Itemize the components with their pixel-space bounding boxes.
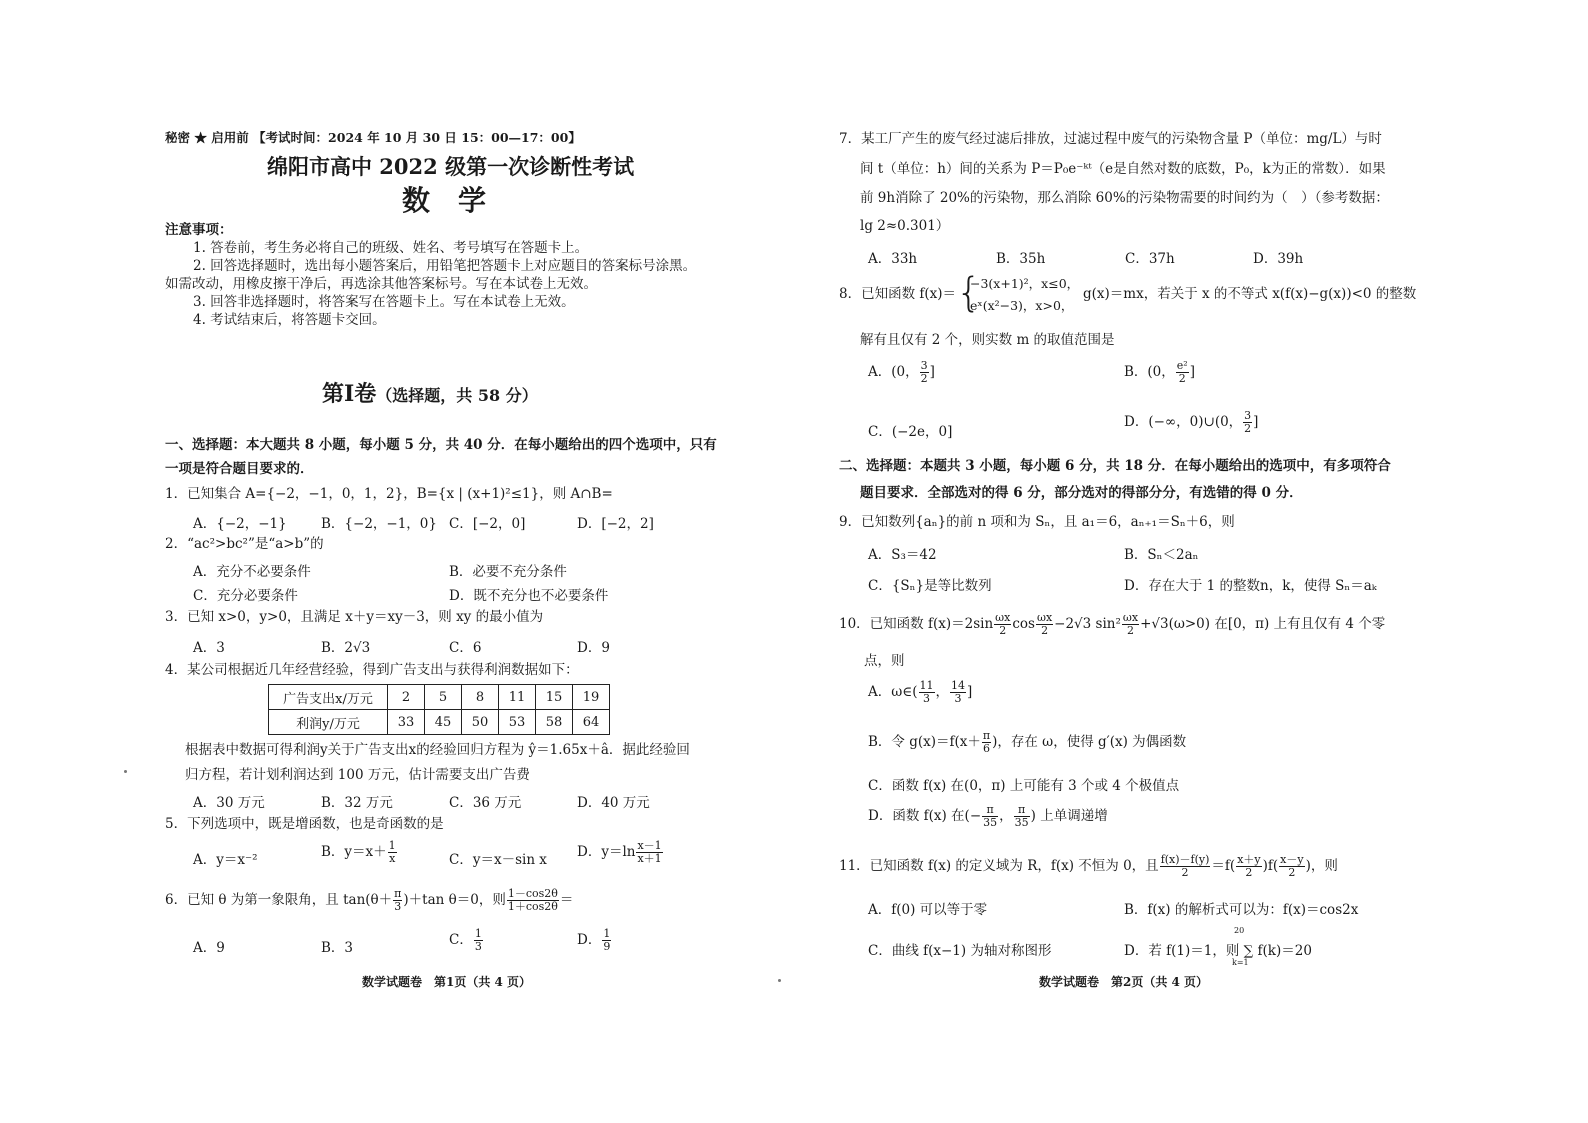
q7-option-d: D．39h	[1253, 251, 1304, 267]
section-1-instruction: 一项是符合题目要求的．	[165, 461, 314, 477]
fraction	[388, 840, 397, 865]
denominator: 3	[394, 900, 402, 913]
subject-title: 数 学	[402, 184, 487, 217]
piecewise-case: −3(x+1)²，x≤0，	[970, 276, 1080, 291]
question-2-stem: 2．“ac²>bc²”是“a>b”的	[165, 536, 324, 552]
scan-dot	[124, 770, 127, 773]
q10-option-d	[868, 804, 1108, 829]
fraction	[393, 888, 402, 913]
q6-text: 6．已知 θ 为第一象限角，且 tan(θ＋	[165, 892, 393, 908]
q10-option-d-text: ，	[999, 808, 1013, 824]
fraction	[1243, 410, 1252, 435]
question-4-text: 归方程，若计划利润达到 100 万元，估计需要支出广告费	[185, 767, 530, 783]
notice-item: 1. 答卷前，考生务必将自己的班级、姓名、考号填写在答题卡上。	[193, 240, 589, 256]
q1-option-a: A．{−2，−1}	[193, 516, 287, 532]
fraction	[1176, 360, 1189, 385]
exam-page-2	[794, 0, 1588, 1123]
question-11-stem	[839, 850, 1338, 882]
q10-option-b-text: B．令 g(x)＝f(x＋	[868, 734, 981, 750]
question-3-stem: 3．已知 x>0，y>0，且满足 x＋y＝xy－3，则 xy 的最小值为	[165, 609, 544, 625]
q10-option-a	[868, 680, 972, 705]
fraction	[636, 840, 662, 865]
numerator: x＋y	[1237, 853, 1261, 866]
q6-option-d-text: D．	[577, 932, 602, 948]
table-cell: 53	[499, 710, 536, 735]
fraction	[602, 928, 611, 953]
table-cell: 45	[425, 710, 462, 735]
numerator: π	[982, 804, 998, 817]
fraction	[1036, 612, 1053, 637]
question-7-line: 7．某工厂产生的废气经过滤后排放，过滤过程中废气的污染物含量 P（单位：mg/L）与时	[839, 131, 1382, 147]
part-title: 第Ⅰ卷	[322, 381, 377, 407]
q6-option-c	[449, 928, 484, 953]
question-9-stem: 9．已知数列{aₙ}的前 n 项和为 Sₙ，且 a₁＝6，aₙ₊₁＝Sₙ＋6，则	[839, 514, 1235, 530]
denominator: 35	[983, 816, 998, 829]
table-row	[269, 710, 610, 735]
q4-option-c: C．36 万元	[449, 795, 522, 811]
page-footer: 数学试题卷 第2页（共 4 页）	[1039, 975, 1209, 989]
numerator: 3	[1244, 409, 1252, 422]
q10-text: +√3(ω>0) 在[0，π) 上有且仅有 4 个零	[1140, 616, 1386, 632]
denominator: x＋1	[637, 852, 662, 865]
denominator: 9	[603, 940, 611, 953]
q3-option-d: D．9	[577, 640, 610, 656]
q3-option-c: C．6	[449, 640, 482, 656]
denominator: 2	[1288, 866, 1296, 879]
fraction	[1122, 612, 1139, 637]
question-6-stem	[165, 884, 573, 916]
denominator: 3	[474, 940, 482, 953]
denominator: 2	[1245, 866, 1253, 879]
q2-option-a: A．充分不必要条件	[193, 564, 311, 580]
q5-option-a: A．y＝x⁻²	[193, 852, 258, 868]
q6-text: )＋tan θ＝0，则	[403, 892, 506, 908]
notice-title: 注意事项：	[165, 222, 233, 238]
q1-option-d: D．[−2，2]	[577, 516, 654, 532]
numerator: 14	[951, 679, 966, 692]
q10-text: cos	[1012, 616, 1035, 632]
q5-option-b-text: B．y＝x＋	[321, 844, 387, 860]
question-4-text: 根据表中数据可得利润y关于广告支出x的经验回归方程为 ŷ＝1.65x＋â．据此经验回	[185, 742, 690, 758]
table-cell: 11	[499, 685, 536, 710]
q10-text: −2√3 sin²	[1054, 616, 1121, 632]
notice-item: 4. 考试结束后，将答题卡交回。	[193, 312, 386, 328]
page-footer: 数学试题卷 第1页（共 4 页）	[362, 975, 532, 989]
table-cell: 2	[388, 685, 425, 710]
q4-option-a: A．30 万元	[193, 795, 265, 811]
fraction	[950, 680, 966, 705]
q1-option-b: B．{−2，−1，0}	[321, 516, 437, 532]
numerator: 1	[474, 927, 482, 940]
fraction	[507, 888, 559, 913]
denominator: 2	[1244, 422, 1252, 435]
fraction	[1014, 804, 1030, 829]
numerator: e²	[1176, 359, 1188, 372]
question-10-stem: 点，则	[864, 653, 905, 669]
denominator: 1＋cos2θ	[507, 900, 558, 913]
table-row-header: 广告支出x/万元	[269, 685, 388, 710]
table-cell: 19	[573, 685, 610, 710]
question-7-line: 间 t（单位：h）间的关系为 P＝P₀e⁻ᵏᵗ（e是自然对数的底数，P₀，k为正的常数）．如果	[860, 161, 1386, 177]
numerator: ωx	[995, 611, 1011, 624]
section-2-instruction: 题目要求．全部选对的得 6 分，部分选对的得部分分，有选错的得 0 分．	[860, 485, 1303, 501]
denominator: 2	[1041, 624, 1049, 637]
table-cell: 5	[425, 685, 462, 710]
fraction	[982, 730, 991, 755]
denominator: 2	[1127, 624, 1134, 637]
q10-option-a-text: A．ω∈(	[868, 684, 918, 700]
numerator: π	[394, 887, 402, 900]
data-table	[268, 684, 610, 735]
q7-option-a: A．33h	[868, 251, 918, 267]
numerator: π	[982, 729, 991, 742]
table-row-header: 利润y/万元	[269, 710, 388, 735]
piecewise-case: eˣ(x²−3)，x>0，	[970, 298, 1074, 313]
q6-option-d	[577, 928, 612, 953]
exam-title: 绵阳市高中 2022 级第一次诊断性考试	[267, 154, 635, 179]
table-cell: 58	[536, 710, 573, 735]
fraction	[994, 612, 1011, 637]
denominator: 2	[920, 372, 928, 385]
q11-text: )，则	[1305, 858, 1338, 874]
question-8-stem: g(x)＝mx，若关于 x 的不等式 x(f(x)−g(x))<0 的整数	[1083, 286, 1417, 302]
denominator: 2	[1178, 372, 1186, 385]
brace-symbol: {	[956, 270, 982, 316]
q10-option-c: C．函数 f(x) 在(0，π) 上可能有 3 个或 4 个极值点	[868, 778, 1180, 794]
part-heading	[322, 380, 538, 411]
denominator: 2	[1181, 866, 1189, 879]
fraction	[982, 804, 998, 829]
question-4-stem: 4．某公司根据近几年经营经验，得到广告支出与获得利润数据如下：	[165, 662, 579, 678]
q9-option-d: D．存在大于 1 的整数n，k，使得 Sₙ＝aₖ	[1124, 578, 1377, 594]
q8-option-d-text: D．(−∞，0)∪(0，	[1124, 414, 1243, 430]
notice-item: 如需改动，用橡皮擦干净后，再选涂其他答案标号。写在本试卷上无效。	[165, 276, 597, 292]
notice-item: 3. 回答非选择题时，将答案写在答题卡上。写在本试卷上无效。	[193, 294, 575, 310]
denominator: 2	[999, 624, 1007, 637]
confidential-header: 秘密 ★ 启用前 【考试时间：2024 年 10 月 30 日 15：00—17：00】	[165, 130, 581, 145]
question-1-stem: 1．已知集合 A={−2，−1，0，1，2}，B={x | (x+1)²≤1}，则 A∩B=	[165, 486, 613, 502]
q11-option-d: D．若 f(1)＝1，则 ∑ f(k)＝20	[1124, 943, 1312, 959]
q5-option-d	[577, 840, 664, 865]
q6-option-b: B．3	[321, 940, 354, 956]
q11-text: )f(	[1262, 858, 1279, 874]
q11-text: 11．已知函数 f(x) 的定义域为 R，f(x) 不恒为 0，且	[839, 858, 1159, 874]
numerator: ωx	[1036, 611, 1053, 624]
denominator: 35	[1014, 816, 1029, 829]
q8-option-b-text: B．(0，	[1124, 364, 1175, 380]
q10-option-b-text: )，存在 ω，使得 g′(x) 为偶函数	[992, 734, 1187, 750]
numerator: ωx	[1122, 611, 1139, 624]
numerator: 11	[919, 679, 934, 692]
q11-option-c: C．曲线 f(x−1) 为轴对称图形	[868, 943, 1052, 959]
numerator: x－1	[637, 839, 662, 852]
q9-option-c: C．{Sₙ}是等比数列	[868, 578, 992, 594]
q10-text: 10．已知函数 f(x)＝2sin	[839, 616, 994, 632]
sum-lower-limit: k=1	[1232, 958, 1249, 967]
numerator: 3	[920, 359, 928, 372]
q2-option-c: C．充分必要条件	[193, 588, 298, 604]
q8-option-a: A．(0， $\frac{3}{2}$ ]	[868, 359, 935, 385]
fraction	[1160, 854, 1211, 879]
q7-option-c: C．37h	[1125, 251, 1175, 267]
q11-option-a: A．f(0) 可以等于零	[868, 902, 988, 918]
question-10-stem	[839, 608, 1385, 640]
q1-option-c: C．[−2，0]	[449, 516, 526, 532]
scan-dot	[778, 979, 781, 982]
table-cell: 33	[388, 710, 425, 735]
q6-option-c-text: C．	[449, 932, 473, 948]
section-1-instruction: 一、选择题：本大题共 8 小题，每小题 5 分，共 40 分．在每小题给出的四个选项中，只有	[165, 437, 717, 453]
table-row	[269, 685, 610, 710]
q11-text: ＝f(	[1211, 858, 1236, 874]
q8-option-d: D．(−∞，0)∪(0， $\frac{3}{2}$ ]	[1124, 409, 1259, 435]
question-8-stem: 8．已知函数 f(x)＝	[839, 286, 957, 302]
q10-option-b	[868, 730, 1186, 755]
q7-option-b: B．35h	[996, 251, 1046, 267]
denominator: 3	[923, 692, 931, 705]
q8-option-b: B．(0， $\frac{\text{e²}}{2}$ ]	[1124, 359, 1195, 385]
q3-option-a: A．3	[193, 640, 225, 656]
table-cell: 50	[462, 710, 499, 735]
q8-option-a-text: A．(0，	[868, 364, 919, 380]
q6-text: ＝	[559, 892, 574, 908]
table-cell: 15	[536, 685, 573, 710]
q5-option-d-text: D．y＝ln	[577, 844, 636, 860]
numerator: π	[1014, 804, 1030, 817]
numerator: 1－cos2θ	[507, 887, 558, 900]
q4-option-b: B．32 万元	[321, 795, 393, 811]
q10-option-a-text: ]	[967, 684, 973, 700]
question-7-line: 前 9h消除了 20%的污染物，那么消除 60%的污染物需要的时间约为（ ）（参考数据：	[860, 190, 1389, 206]
denominator: 3	[954, 692, 962, 705]
numerator: f(x)－f(y)	[1160, 853, 1210, 866]
sum-upper-limit: 20	[1234, 926, 1245, 935]
denominator: x	[389, 852, 396, 865]
numerator: 1	[603, 927, 611, 940]
question-5-stem: 5．下列选项中，既是增函数，也是奇函数的是	[165, 816, 444, 832]
fraction	[1236, 854, 1261, 879]
q5-option-b	[321, 840, 398, 865]
numerator: x－y	[1280, 853, 1304, 866]
fraction	[1279, 854, 1304, 879]
q4-option-d: D．40 万元	[577, 795, 650, 811]
table-cell: 8	[462, 685, 499, 710]
q5-option-c: C．y＝x－sin x	[449, 852, 547, 868]
q9-option-a: A．S₃＝42	[868, 547, 937, 563]
fraction	[474, 928, 483, 953]
table-cell: 64	[573, 710, 610, 735]
fraction	[919, 680, 935, 705]
question-8-stem: 解有且仅有 2 个，则实数 m 的取值范围是	[860, 332, 1115, 348]
question-7-line: lg 2≈0.301）	[860, 218, 950, 234]
fraction	[920, 360, 929, 385]
q3-option-b: B．2√3	[321, 640, 371, 656]
q10-option-a-text: ，	[935, 684, 950, 700]
q8-option-c: C．(−2e，0]	[868, 424, 953, 440]
denominator: 6	[983, 742, 990, 755]
q10-option-d-text: D．函数 f(x) 在(−	[868, 808, 982, 824]
notice-item: 2. 回答选择题时，选出每小题答案后，用铅笔把答题卡上对应题目的答案标号涂黑。	[193, 258, 697, 274]
q6-option-a: A．9	[193, 940, 225, 956]
q2-option-b: B．必要不充分条件	[449, 564, 567, 580]
q2-option-d: D．既不充分也不必要条件	[449, 588, 609, 604]
numerator: 1	[388, 839, 396, 852]
part-subtitle: （选择题，共 58 分）	[376, 386, 538, 405]
section-2-instruction: 二、选择题：本题共 3 小题，每小题 6 分，共 18 分．在每小题给出的选项中，有多项符合	[839, 458, 1391, 474]
q11-option-b: B．f(x) 的解析式可以为：f(x)＝cos2x	[1124, 902, 1359, 918]
q10-option-d-text: ) 上单调递增	[1030, 808, 1108, 824]
q9-option-b: B．Sₙ＜2aₙ	[1124, 547, 1199, 563]
